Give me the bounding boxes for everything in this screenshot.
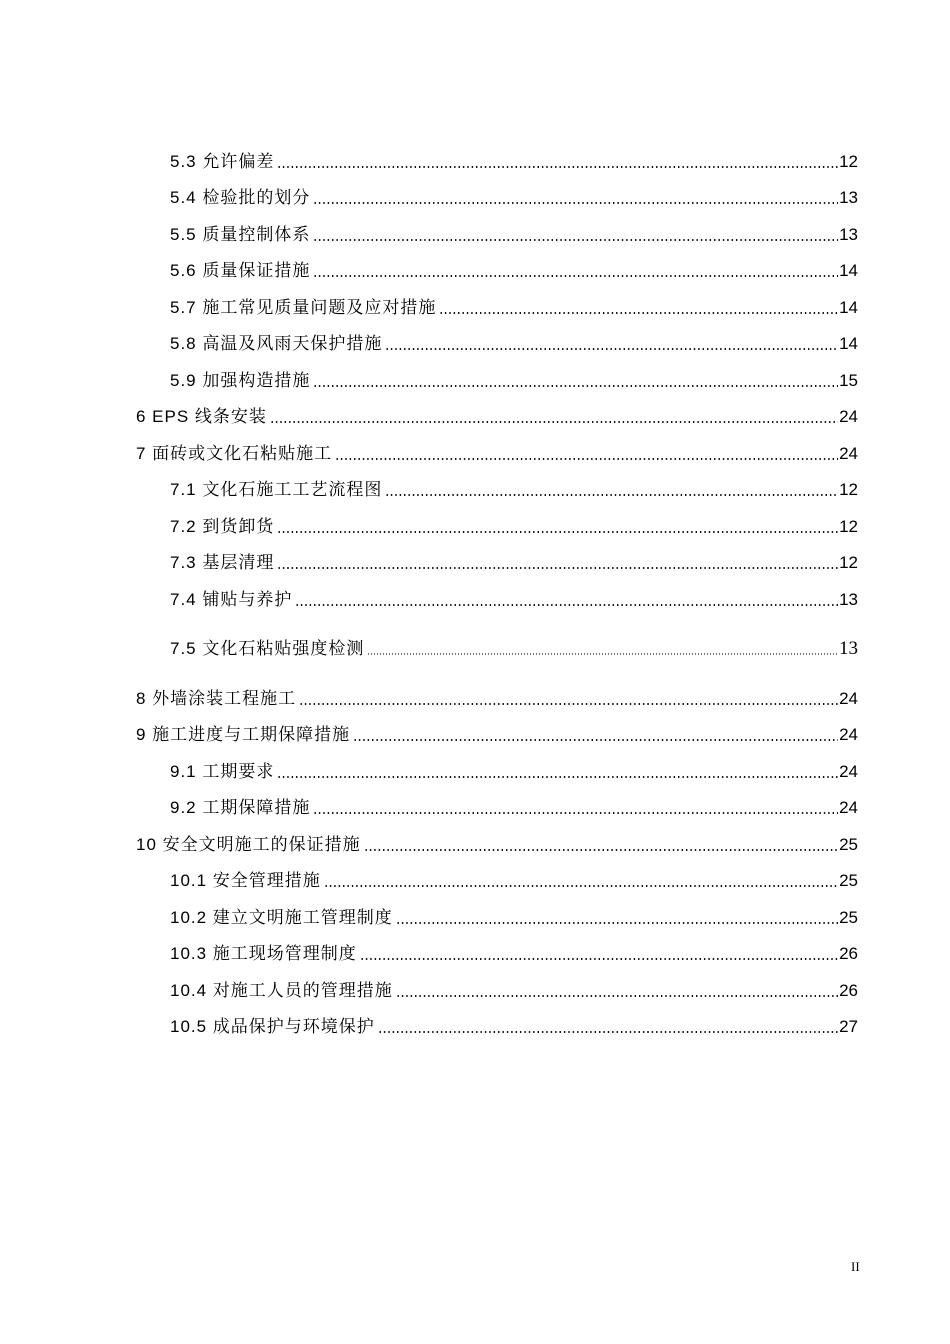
toc-entry[interactable]: [136, 401, 858, 427]
toc-entry-label: 7.3 基层清理: [170, 553, 275, 572]
dot-leader: [277, 775, 838, 779]
toc-entry-label: 7.4 铺贴与养护: [170, 590, 293, 609]
toc-entry[interactable]: [170, 547, 858, 573]
toc-entry-label: 5.9 加强构造措施: [170, 371, 311, 390]
dot-leader: [396, 921, 838, 925]
toc-entry-label: 10.2 建立文明施工管理制度: [170, 908, 393, 927]
toc-entry-page: 24: [839, 798, 858, 817]
toc-entry[interactable]: [170, 756, 858, 782]
dot-leader: [367, 652, 838, 656]
toc-entry-page: 26: [839, 981, 858, 1000]
dot-leader: [277, 566, 838, 570]
dot-leader: [313, 384, 838, 388]
toc-entry-page: 14: [839, 334, 858, 353]
dot-leader: [277, 530, 838, 534]
toc-entry-label: 7 面砖或文化石粘贴施工: [136, 444, 333, 463]
toc-entry-label: 5.7 施工常见质量问题及应对措施: [170, 298, 437, 317]
toc-entry-page: 14: [839, 261, 858, 280]
dot-leader: [313, 811, 838, 815]
page-number: II: [851, 1259, 860, 1274]
toc-entry-page: 12: [839, 517, 858, 536]
dot-leader: [299, 702, 838, 706]
toc-entry-label: 5.4 检验批的划分: [170, 188, 311, 207]
toc-entry-page: 15: [839, 371, 858, 390]
dot-leader: [277, 165, 838, 169]
toc-entry[interactable]: [170, 511, 858, 537]
toc-entry-label: 10 安全文明施工的保证措施: [136, 835, 361, 854]
dot-leader: [360, 957, 838, 961]
toc-entry[interactable]: [170, 328, 858, 354]
dot-leader: [364, 848, 838, 852]
toc-entry-label: 10.5 成品保护与环境保护: [170, 1017, 375, 1036]
toc-entry-label: 7.1 文化石施工工艺流程图: [170, 480, 383, 499]
toc-entry[interactable]: [170, 633, 858, 659]
toc-entry[interactable]: [136, 438, 858, 464]
toc-entry[interactable]: [170, 474, 858, 500]
toc-entry-label: 7.2 到货卸货: [170, 517, 275, 536]
toc-entry-label: 5.8 高温及风雨天保护措施: [170, 334, 383, 353]
toc-entry-page: 26: [839, 944, 858, 963]
dot-leader: [270, 420, 838, 424]
dot-leader: [439, 311, 838, 315]
toc-entry-label: 7.5 文化石粘贴强度检测: [170, 639, 365, 658]
toc-entry-label: 5.6 质量保证措施: [170, 261, 311, 280]
toc-entry[interactable]: [170, 792, 858, 818]
toc-entry[interactable]: [136, 829, 858, 855]
toc-entry-label: 9.2 工期保障措施: [170, 798, 311, 817]
toc-entry[interactable]: [170, 292, 858, 318]
dot-leader: [335, 457, 838, 461]
toc-entry-page: 14: [839, 298, 858, 317]
toc-entry-page: 24: [839, 444, 858, 463]
toc-entry-page: 25: [839, 835, 858, 854]
toc-entry-label: 5.3 允许偏差: [170, 152, 275, 171]
toc-entry-label: 8 外墙涂装工程施工: [136, 689, 297, 708]
toc-entry-page: 12: [839, 152, 858, 171]
toc-entry-page: 25: [839, 871, 858, 890]
dot-leader: [385, 493, 838, 497]
toc-entry-page: 24: [839, 762, 858, 781]
toc-entry[interactable]: [170, 865, 858, 891]
toc-entry-page: 13: [839, 638, 858, 659]
dot-leader: [313, 238, 838, 242]
toc-entry[interactable]: [170, 938, 858, 964]
dot-leader: [378, 1030, 838, 1034]
toc-entry-page: 24: [839, 689, 858, 708]
toc-entry[interactable]: [170, 219, 858, 245]
toc-entry[interactable]: [170, 975, 858, 1001]
toc-entry-page: 12: [839, 480, 858, 499]
toc-entry-page: 24: [839, 407, 858, 426]
toc-entry-label: 10.4 对施工人员的管理措施: [170, 981, 393, 1000]
toc-entry[interactable]: [136, 683, 858, 709]
dot-leader: [324, 884, 838, 888]
dot-leader: [313, 201, 838, 205]
toc-entry[interactable]: [170, 365, 858, 391]
toc-entry-label: 9 施工进度与工期保障措施: [136, 725, 351, 744]
toc-entry-label: 5.5 质量控制体系: [170, 225, 311, 244]
toc-entry[interactable]: [136, 719, 858, 745]
toc-entry-label: 10.3 施工现场管理制度: [170, 944, 357, 963]
toc-entry[interactable]: [170, 1011, 858, 1037]
dot-leader: [313, 274, 838, 278]
toc-entry-page: 24: [839, 725, 858, 744]
toc-entry-page: 25: [839, 908, 858, 927]
toc-entry-page: 27: [839, 1017, 858, 1036]
toc-entry-label: 6 EPS 线条安装: [136, 407, 267, 426]
dot-leader: [396, 994, 838, 998]
toc-entry[interactable]: [170, 255, 858, 281]
dot-leader: [385, 347, 838, 351]
toc-entry-page: 13: [839, 225, 858, 244]
toc-entry-page: 12: [839, 553, 858, 572]
toc-entry-page: 13: [839, 590, 858, 609]
toc-entry-label: 9.1 工期要求: [170, 762, 275, 781]
toc-entry[interactable]: [170, 146, 858, 172]
toc-entry-page: 13: [839, 188, 858, 207]
toc-entry-label: 10.1 安全管理措施: [170, 871, 321, 890]
toc-entry[interactable]: [170, 902, 858, 928]
toc-entry[interactable]: [170, 584, 858, 610]
toc-entry[interactable]: [170, 182, 858, 208]
dot-leader: [295, 603, 838, 607]
dot-leader: [353, 738, 838, 742]
